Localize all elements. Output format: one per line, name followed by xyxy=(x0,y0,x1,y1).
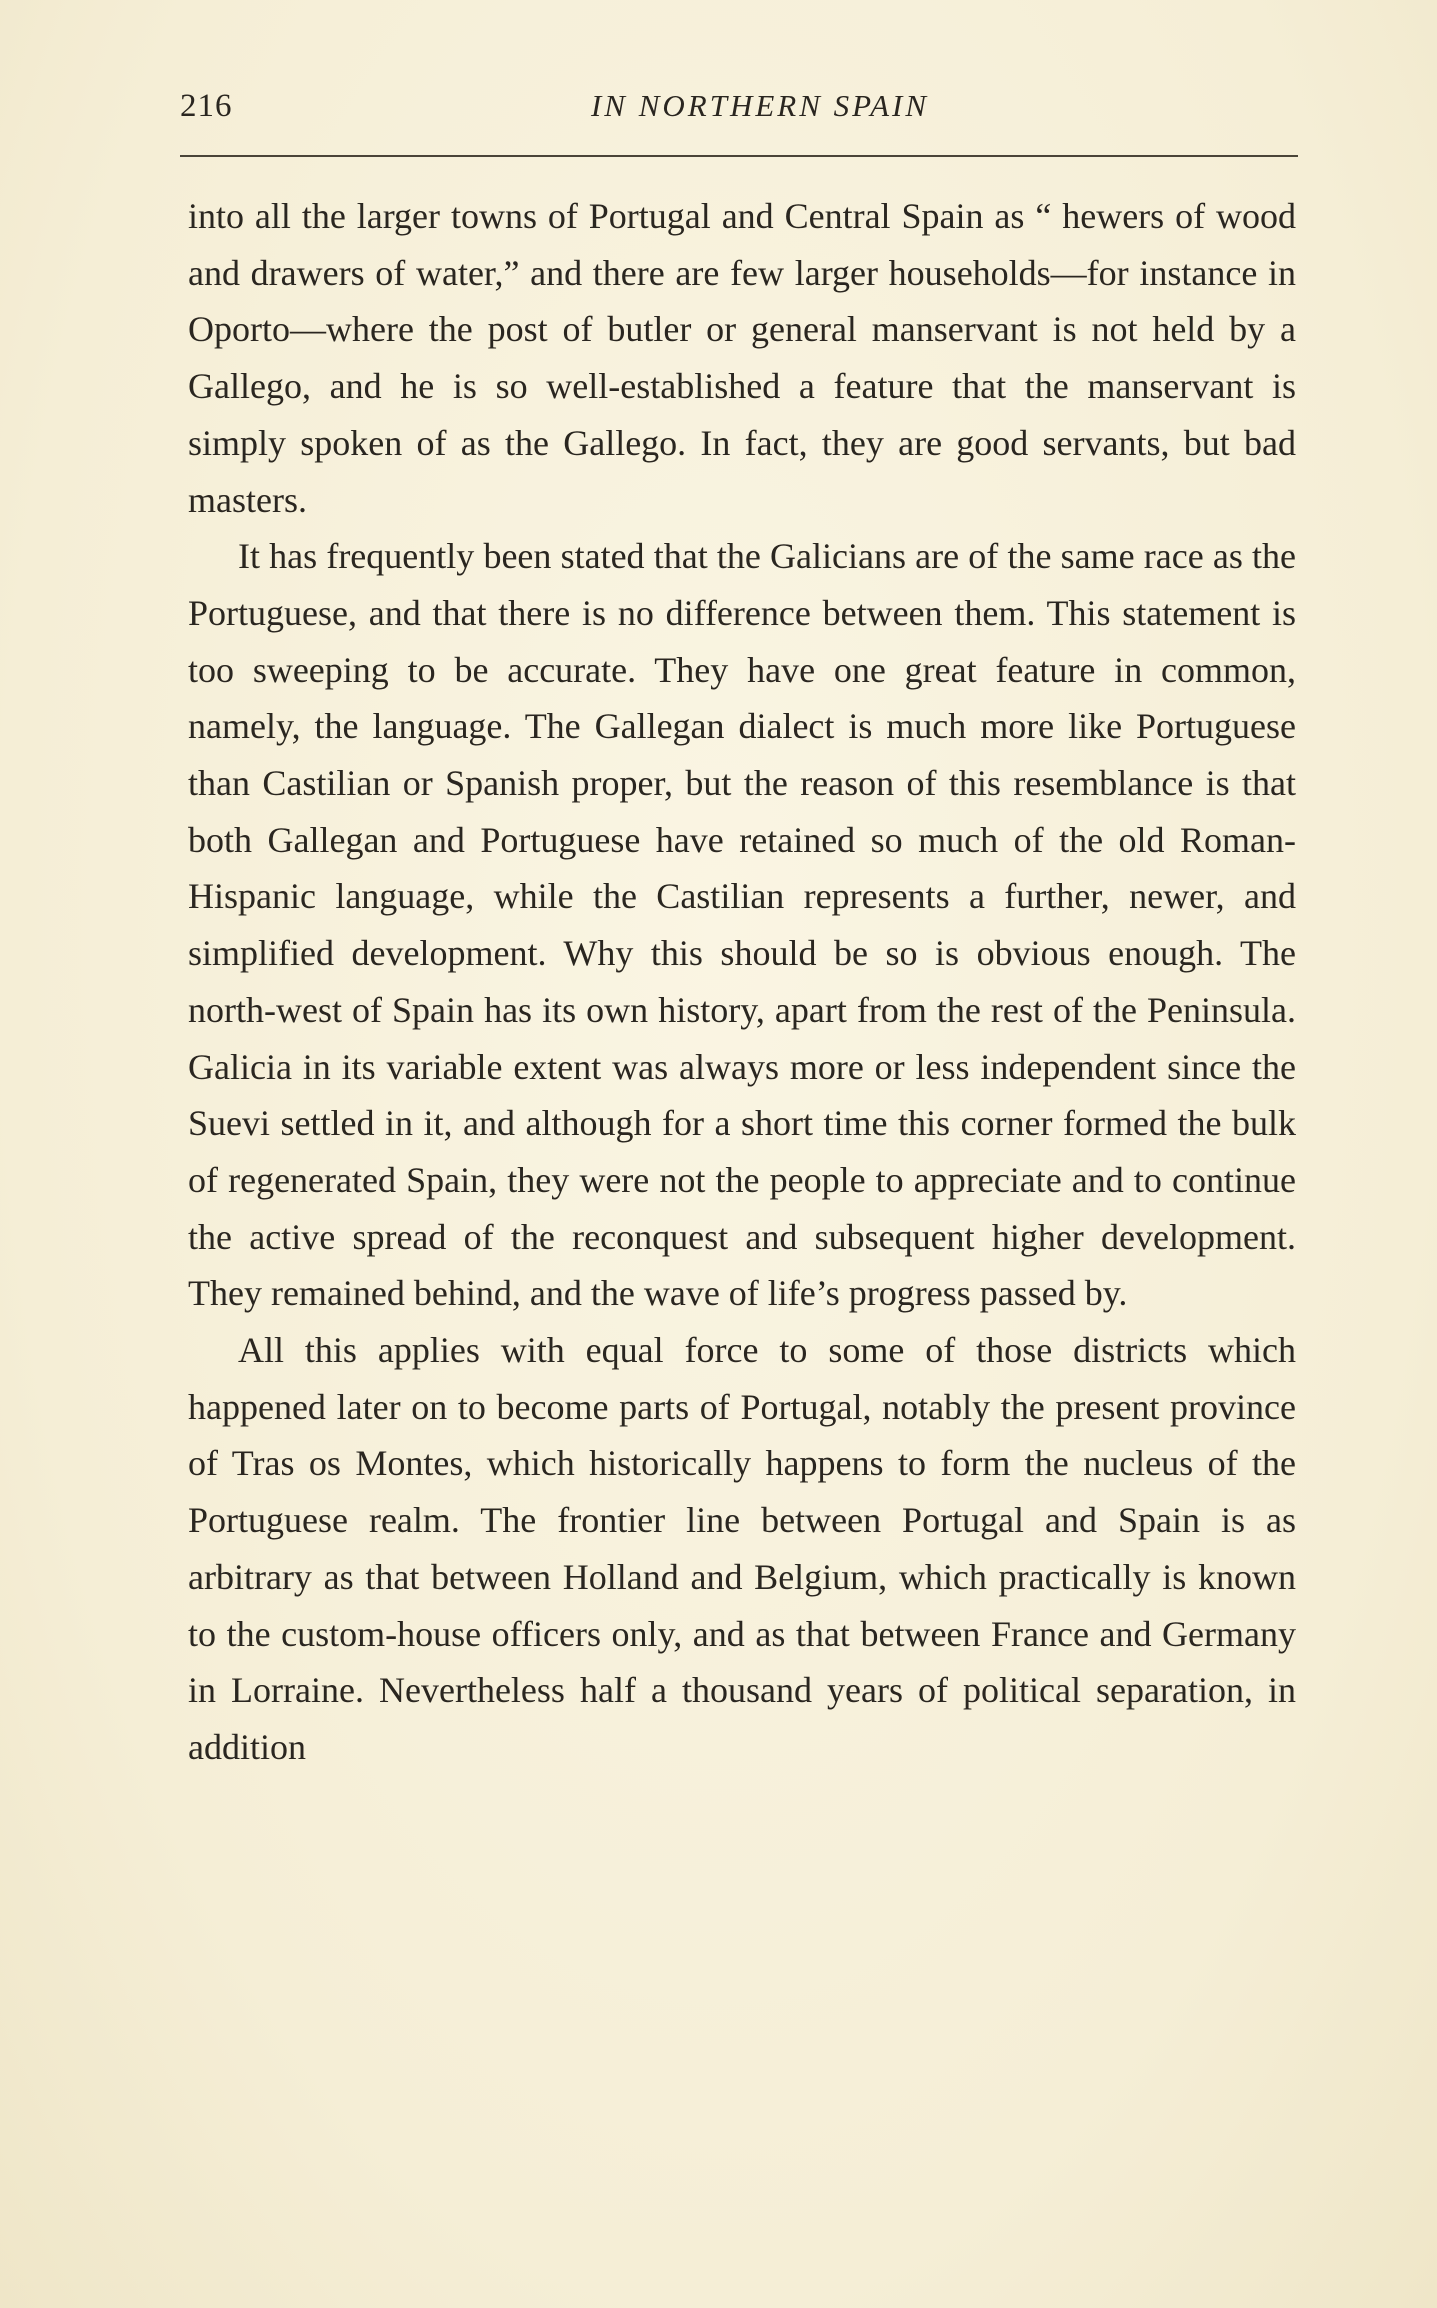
page-header xyxy=(180,88,1300,138)
body-text xyxy=(188,188,1296,1776)
header-rule xyxy=(180,155,1298,157)
paragraph-1: into all the larger towns of Portugal and Central Spain as “ hewers of wood and drawers of water,” and there are few larger households—for instance in Oporto—where the post of butler or general manservant is not held by a Gallego, and he is so well-established a feature that the manservant is simply spoken of as the Gallego. In fact, they are good servants, but bad masters. xyxy=(188,196,1296,520)
page-number: 216 xyxy=(180,88,233,124)
paragraph-3: All this applies with equal force to some of those districts which happened later on to become parts of Portugal, notably the present province of Tras os Montes, which historically happens to form the nucleus of the Portuguese realm. The frontier line between Portugal and Spain is as arbitrary as that between Holland and Belgium, which practically is known to the custom-house officers only, and as that between France and Germany in Lorraine. Nevertheless half a thousand years of political separation, in addition xyxy=(188,1330,1296,1767)
paragraph-2: It has frequently been stated that the Galicians are of the same race as the Portuguese, and that there is no difference between them. This statement is too sweeping to be accurate. They have one great feature in common, namely, the language. The Gallegan dialect is much more like Portuguese than Castilian or Spanish proper, but the reason of this resemblance is that both Gallegan and Portuguese have retained so much of the old Roman-Hispanic language, while the Castilian represents a further, newer, and simplified development. Why this should be so is obvious enough. The north-west of Spain has its own history, apart from the rest of the Peninsula. Galicia in its variable extent was always more or less independent since the Suevi settled in it, and although for a short time this corner formed the bulk of regenerated Spain, they were not the people to appreciate and to continue the active spread of the reconquest and subsequent higher development. They remained behind, and the wave of life’s progress passed by. xyxy=(188,536,1296,1314)
running-head: IN NORTHERN SPAIN xyxy=(590,88,930,123)
